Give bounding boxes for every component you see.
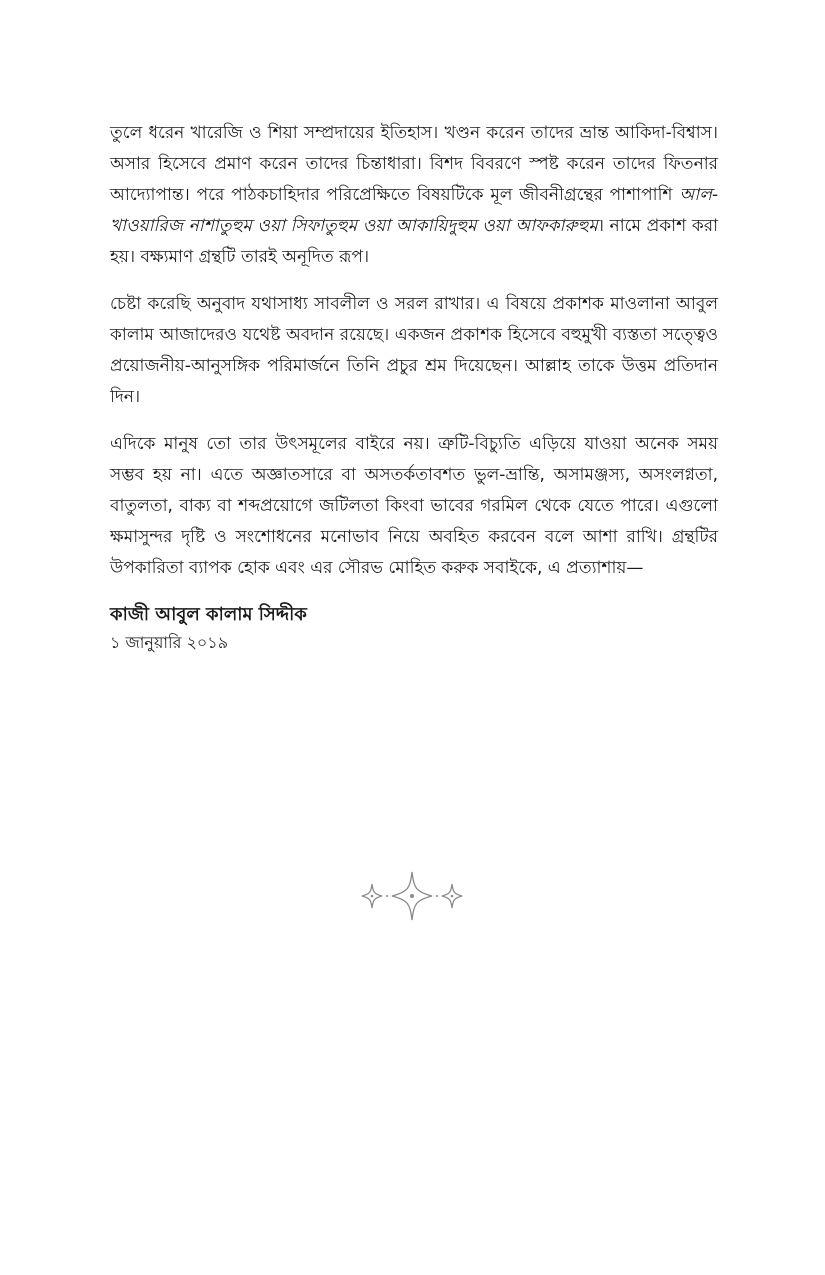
signature-date: ১ জানুয়ারি ২০১৯ — [110, 633, 229, 652]
paragraph-3: এদিকে মানুষ তো তার উৎসমূলের বাইরে নয়। ত্রুটি-বিচ্যুতি এড়িয়ে যাওয়া অনেক সময় সম্ভব হয় না। এতে অজ্ঞাতসারে বা অসতর্কতাবশত ভুল-ভ্রান্তি, অসামঞ্জস্য, অসংলগ্নতা, বাতুলতা, বাক্য বা শব্দপ্রয়োগে জটিলতা কিংবা ভাবের গরমিল থেকে যেতে পারে। এগুলো ক্ষমাসুন্দর দৃষ্টি ও সংশোধনের মনোভাব নিয়ে অবহিত করবেন বলে আশা রাখি। গ্রন্থটির উপকারিতা ব্যাপক হোক এবং এর সৌরভ মোহিত করুক সবাইকে, এ প্রত্যাশায়— — [110, 434, 718, 578]
sparkle-ornament-icon — [356, 868, 468, 924]
document-page — [110, 118, 718, 656]
paragraph-1-text-a: তুলে ধরেন খারেজি ও শিয়া সম্প্রদায়ের ইতিহাস। খণ্ডন করেন তাদের ভ্রান্ত আকিদা-বিশ্বাস। অসার হিসেবে প্রমাণ করেন তাদের চিন্তাধারা। বিশদ বিবরণে স্পষ্ট করেন তাদের ফিতনার আদ্যোপান্ত। পরে পাঠকচাহিদার পরিপ্রেক্ষিতে বিষয়টিকে মূল জীবনীগ্রন্থের পাশাপাশি — [110, 123, 718, 205]
paragraph-1-text-b: । নামে প্রকাশ করা হয়। বক্ষ্যমাণ গ্রন্থটি তারই অনূদিত রূপ। — [110, 216, 718, 267]
author-name: কাজী আবুল কালাম সিদ্দীক — [110, 604, 307, 625]
paragraph-2: চেষ্টা করেছি অনুবাদ যথাসাধ্য সাবলীল ও সরল রাখার। এ বিষয়ে প্রকাশক মাওলানা আবুল কালাম আজাদেরও যথেষ্ট অবদান রয়েছে। একজন প্রকাশক হিসেবে বহুমুখী ব্যস্ততা সত্ত্বেও প্রয়োজনীয়-আনুসঙ্গিক পরিমার্জনে তিনি প্রচুর শ্রম দিয়েছেন। আল্লাহ তাকে উত্তম প্রতিদান দিন। — [110, 294, 718, 407]
book-title: আল-খাওয়ারিজ নাশাতুহুম ওয়া সিফাতুহুম ওয়া আকায়িদুহুম ওয়া আফকারুহুম — [110, 185, 718, 236]
paragraph-1 — [110, 118, 718, 273]
